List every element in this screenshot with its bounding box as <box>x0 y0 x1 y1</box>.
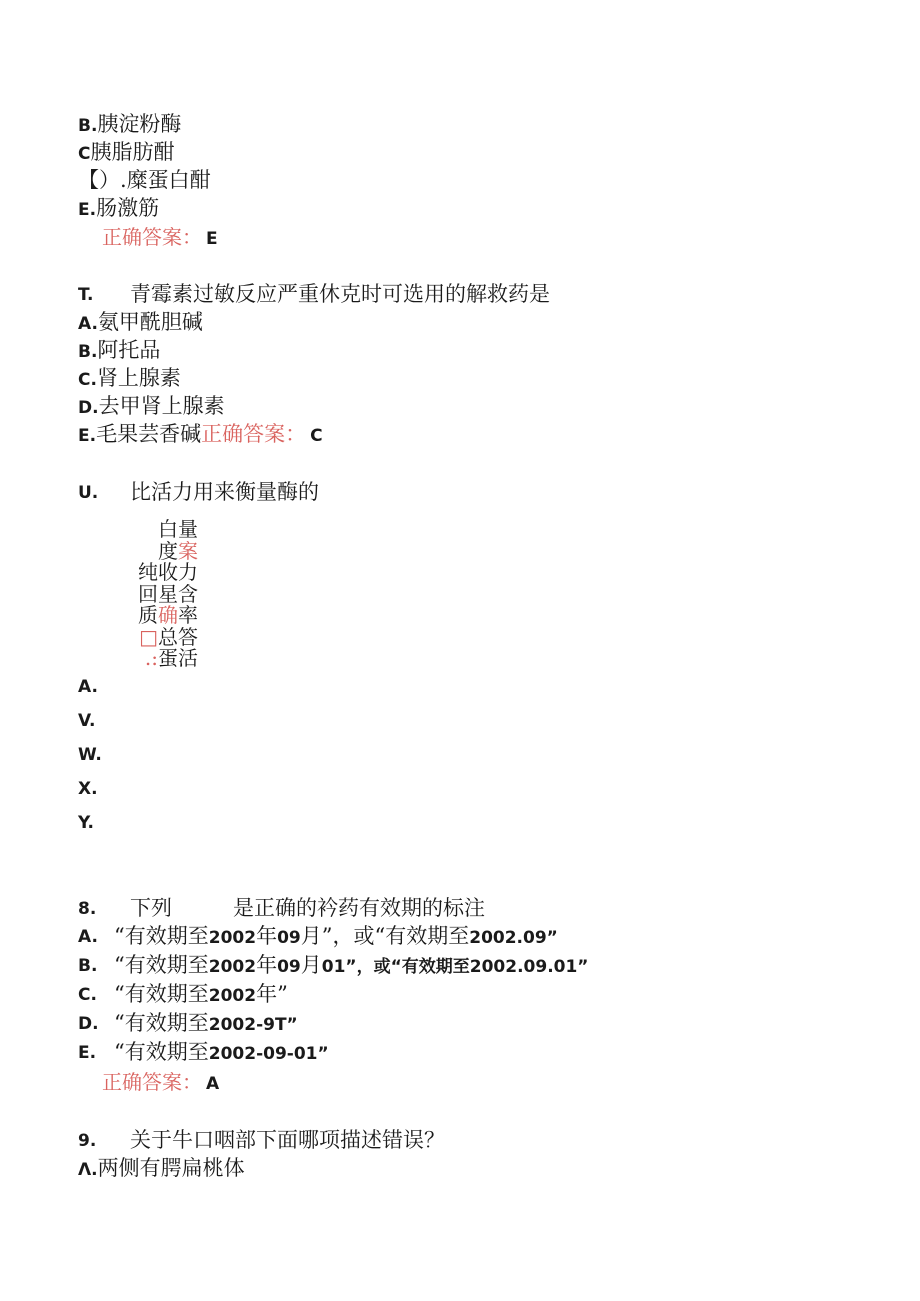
option-label: 【）. <box>78 168 127 192</box>
option-text: 毛果芸香碱 <box>96 422 202 446</box>
garbled-line: .:蛋活 <box>144 646 198 670</box>
option-text: 胰脂肪酣 <box>90 140 175 164</box>
option-e <box>78 194 159 224</box>
correct-answer <box>102 1068 219 1098</box>
answer-label: 正确答案： <box>102 1070 202 1094</box>
question-number: 8. <box>78 899 97 919</box>
option-label: B. <box>78 956 98 976</box>
option-b <box>78 110 181 140</box>
question-number: U. <box>78 483 99 503</box>
option-text: 肾上腺素 <box>96 366 181 390</box>
option-c <box>78 138 174 168</box>
answer-value: C <box>310 426 323 446</box>
option-text: “有效期至2002-09-01” <box>114 1040 329 1064</box>
option-text: 两侧有腭扁桃体 <box>97 1156 245 1180</box>
option-label: B. <box>78 116 98 136</box>
option-a <box>78 308 203 338</box>
option-label: E. <box>78 426 97 446</box>
option-text: 糜蛋白酣 <box>126 168 211 192</box>
garbled-option-block <box>134 519 198 670</box>
option-label: D. <box>78 1014 99 1034</box>
option-text: 肠激筋 <box>96 196 160 220</box>
option-b <box>78 336 160 366</box>
option-label: C. <box>78 985 97 1005</box>
option-label: Λ. <box>78 1160 98 1180</box>
option-label: A. <box>78 314 98 334</box>
option-label: D. <box>78 398 99 418</box>
question-text: 青霉素过敏反应严重休克时可选用的解救药是 <box>130 282 550 306</box>
option-label: C. <box>78 370 97 390</box>
question-text-part-a: 下列 <box>130 896 172 920</box>
question-number: 9. <box>78 1131 97 1151</box>
answer-label: 正确答案： <box>201 422 307 446</box>
option-label: V. <box>78 711 96 731</box>
answer-label: 正确答案： <box>102 225 202 249</box>
garbled-line: 质确率 <box>138 603 198 627</box>
option-label: W. <box>78 745 102 765</box>
option-label: B. <box>78 342 98 362</box>
garbled-line: 白量 <box>158 517 198 541</box>
option-text: “有效期至2002年” <box>114 982 288 1006</box>
answer-value: A <box>206 1074 220 1094</box>
option-label: Y. <box>78 813 94 833</box>
option-c <box>78 364 181 394</box>
option-d <box>78 392 225 422</box>
option-label: C <box>78 144 91 164</box>
option-label: A. <box>78 677 98 697</box>
option-e <box>78 420 323 450</box>
option-text: 氨甲酰胆碱 <box>97 310 203 334</box>
garbled-line: 度案 <box>158 538 198 563</box>
option-label: E. <box>78 1043 97 1063</box>
option-text: “有效期至2002-9T” <box>114 1011 298 1035</box>
correct-answer <box>102 223 218 253</box>
option-text: 胰淀粉酶 <box>97 112 182 136</box>
option-text: “有效期至2002年09月”，或“有效期至2002.09” <box>114 924 558 948</box>
answer-value: E <box>206 229 218 249</box>
garbled-line: 回星含 <box>138 581 198 606</box>
question-text: 比活力用来衡量酶的 <box>130 480 319 504</box>
option-d <box>78 166 211 194</box>
option-label: X. <box>78 779 98 799</box>
garbled-line: 纯收力 <box>138 560 198 584</box>
option-label: A. <box>78 927 98 947</box>
option-text: “有效期至2002年09月01”，或“有效期至2002.09.01” <box>114 953 589 977</box>
question-text: 关于牛口咽部下面哪项描述错误？ <box>130 1128 445 1152</box>
option-text: 阿托品 <box>97 338 161 362</box>
question-text-part-b: 是正确的衿药有效期的标注 <box>233 896 485 920</box>
option-label: E. <box>78 200 97 220</box>
option-a <box>78 1154 245 1184</box>
garbled-line: □总答 <box>139 624 198 649</box>
question-number: T. <box>78 285 94 305</box>
option-text: 去甲肾上腺素 <box>98 394 225 418</box>
